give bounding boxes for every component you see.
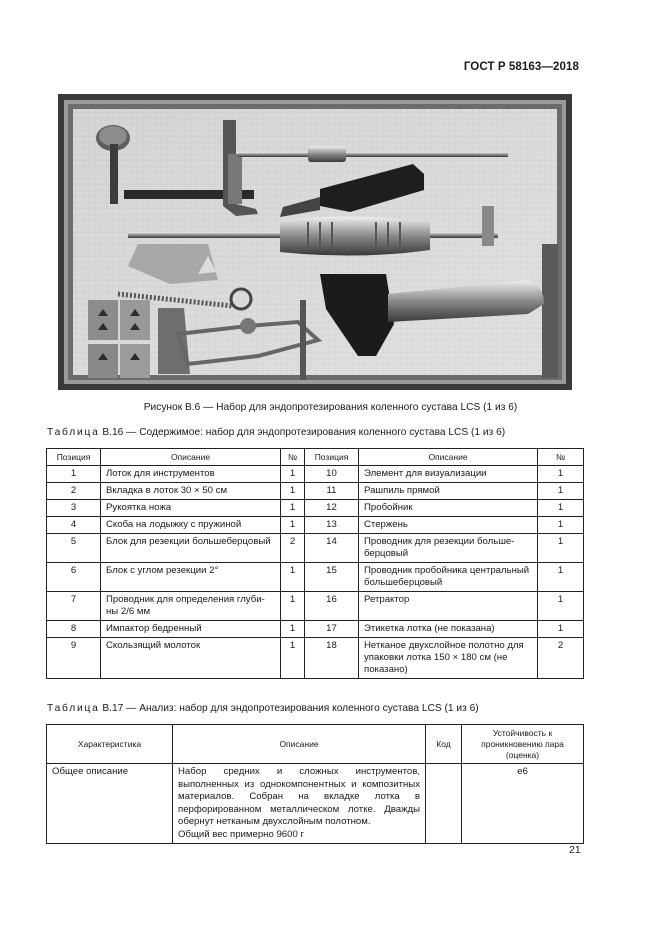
cell-position: 11 (305, 483, 359, 500)
cell-position: 16 (305, 592, 359, 621)
cell-description: Скользящий молоток (101, 638, 281, 679)
total-weight: Общий вес примерно 9600 г (178, 828, 304, 840)
col-header-description-2: Описание (359, 449, 538, 466)
cell-position: 12 (305, 500, 359, 517)
col-header-description: Описание (173, 725, 426, 764)
table16-title-text: В.16 — Содержимое: набор для эндопротезирования коленного сустава LCS (1 из 6) (102, 427, 506, 438)
cell-position: 6 (47, 563, 101, 592)
cell-description (173, 764, 426, 844)
cell-number: 1 (281, 563, 305, 592)
col-header-code: Код (426, 725, 462, 764)
cell-number: 1 (538, 500, 584, 517)
cell-number: 1 (281, 517, 305, 534)
cell-description: Вкладка в лоток 30 × 50 см (101, 483, 281, 500)
table-row (47, 534, 584, 563)
cell-position: 2 (47, 483, 101, 500)
analysis-table (46, 724, 584, 844)
cell-position: 9 (47, 638, 101, 679)
cell-position: 7 (47, 592, 101, 621)
cell-number: 1 (281, 500, 305, 517)
table-header-row (47, 725, 584, 764)
table17-title-text: В.17 — Анализ: набор для эндопротезирования коленного сустава LCS (1 из 6) (102, 703, 479, 714)
table17-label: Таблица (47, 703, 100, 714)
table-row (47, 483, 584, 500)
col-header-characteristic: Характеристика (47, 725, 173, 764)
cell-number: 2 (281, 534, 305, 563)
cell-code (426, 764, 462, 844)
figure-caption: Рисунок В.6 — Набор для эндопротезирования коленного сустава LCS (1 из 6) (143, 402, 518, 413)
col-header-steam-resistance: Устойчивость к проникновению пара (оценка) (462, 725, 584, 764)
cell-description: Блок с углом резекции 2° (101, 563, 281, 592)
cell-number: 1 (538, 563, 584, 592)
table17-title (47, 703, 479, 714)
cell-description: Стержень (359, 517, 538, 534)
cell-description: Рукоятка ножа (101, 500, 281, 517)
cell-number: 1 (281, 592, 305, 621)
cell-number: 1 (538, 466, 584, 483)
cell-description: Проводник для резекции больше-берцовый (359, 534, 538, 563)
cell-position: 14 (305, 534, 359, 563)
cell-number: 1 (281, 638, 305, 679)
cell-description: Проводник для определения глуби-ны 2/6 мм (101, 592, 281, 621)
page-number: 21 (569, 844, 581, 856)
col-header-number-2: № (538, 449, 584, 466)
cell-description: Этикетка лотка (не показана) (359, 621, 538, 638)
table-row (47, 638, 584, 679)
cell-characteristic: Общее описание (47, 764, 173, 844)
table-header-row (47, 449, 584, 466)
cell-position: 8 (47, 621, 101, 638)
cell-number: 1 (281, 466, 305, 483)
cell-description: Ретрактор (359, 592, 538, 621)
table-row (47, 563, 584, 592)
col-header-position-2: Позиция (305, 449, 359, 466)
cell-description: Пробойник (359, 500, 538, 517)
cell-description: Блок для резекции большеберцовый (101, 534, 281, 563)
cell-position: 18 (305, 638, 359, 679)
cell-number: 1 (538, 534, 584, 563)
table16-title (47, 427, 505, 438)
cell-number: 2 (538, 638, 584, 679)
cell-rating: е6 (462, 764, 584, 844)
cell-number: 1 (538, 621, 584, 638)
cell-position: 15 (305, 563, 359, 592)
cell-number: 1 (538, 592, 584, 621)
table-row (47, 592, 584, 621)
contents-table (46, 448, 584, 679)
cell-position: 10 (305, 466, 359, 483)
table16-label: Таблица (47, 427, 100, 438)
col-header-number: № (281, 449, 305, 466)
col-header-position: Позиция (47, 449, 101, 466)
table-row (47, 517, 584, 534)
cell-number: 1 (538, 483, 584, 500)
cell-description: Скоба на лодыжку с пружиной (101, 517, 281, 534)
table-row (47, 500, 584, 517)
cell-position: 13 (305, 517, 359, 534)
cell-description: Нетканое двухслойное полотно для упаковки лотка 150 × 180 см (не показано) (359, 638, 538, 679)
cell-description: Элемент для визуализации (359, 466, 538, 483)
cell-description: Рашпиль прямой (359, 483, 538, 500)
table-row (47, 764, 584, 844)
cell-position: 1 (47, 466, 101, 483)
cell-number: 1 (281, 621, 305, 638)
cell-position: 17 (305, 621, 359, 638)
cell-description: Лоток для инструментов (101, 466, 281, 483)
col-header-description: Описание (101, 449, 281, 466)
table-row (47, 466, 584, 483)
cell-number: 1 (538, 517, 584, 534)
cell-description: Импактор бедренный (101, 621, 281, 638)
description-text: Набор средних и сложных инструментов, выполненных из однокомпонентных и композитных материалов. Собран на вкладке лотка в перфорированном металлическом лотке. Дважды обернут нетканым двухслойным полотном. (178, 766, 420, 827)
table-row (47, 621, 584, 638)
cell-position: 4 (47, 517, 101, 534)
cell-description: Проводник пробойника центральный большеберцовый (359, 563, 538, 592)
cell-position: 5 (47, 534, 101, 563)
cell-number: 1 (281, 483, 305, 500)
cell-position: 3 (47, 500, 101, 517)
standard-number: ГОСТ Р 58163—2018 (463, 61, 579, 73)
instrument-tray-photo (58, 94, 572, 390)
